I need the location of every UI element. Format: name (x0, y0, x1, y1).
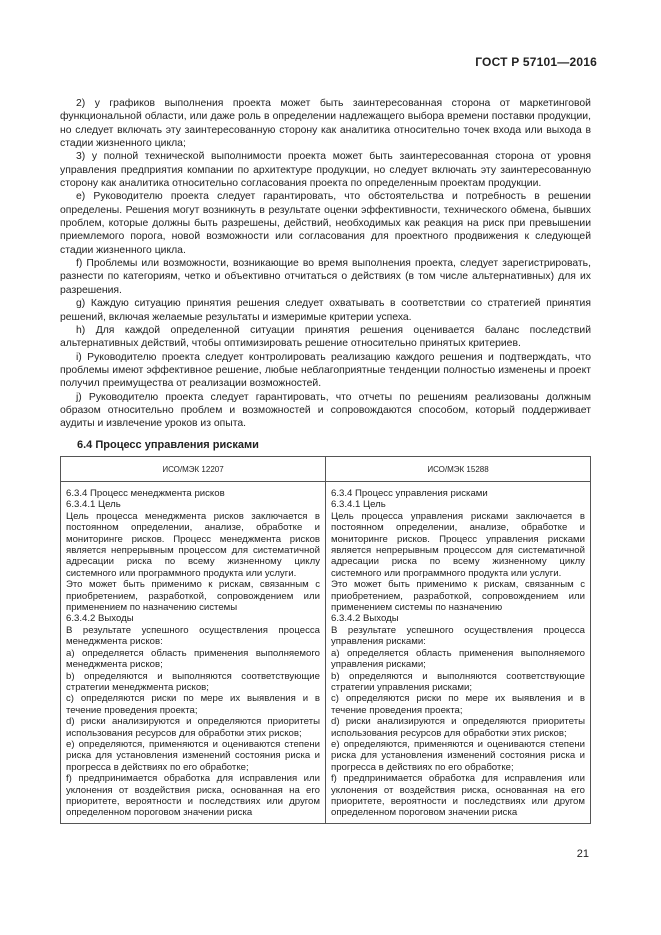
cell-line: a) определяется область применения выполняемого менеджмента рисков; (66, 647, 320, 671)
page-number: 21 (576, 848, 589, 860)
cell-line: 6.3.4.1 Цель (66, 499, 121, 511)
cell-line: d) риски анализируются и определяются приоритеты использования ресурсов для обработки этих рисков; (331, 716, 585, 739)
cell-line: 6.3.4 Процесс управления рисками (331, 488, 488, 499)
cell-line: b) определяются и выполняются соответствующие стратегии управления рисками; (331, 670, 585, 693)
paragraph: h) Для каждой определенной ситуации принятия решения оценивается баланс последствий альтернативных действий, чтобы оптимизировать решение относительно принятых критериев. (60, 324, 591, 350)
paragraph: 2) у графиков выполнения проекта может быть заинтересованная сторона от маркетинговой функциональной области, или даже роль в определении надлежащего выбора времени поставки продукции, но следует включать эту заинтересованную сторону как аналитика относительно точек входа или выхода в стадии жизненного цикла; (60, 98, 591, 150)
cell-line: 6.3.4.2 Выходы (331, 613, 399, 625)
cell-line: f) предпринимается обработка для исправления или уклонения от воздействия риска, основанная на его приоритете, вероятности и последствиях или другом определенном пороговом значении риска (66, 773, 320, 819)
paragraph: g) Каждую ситуацию принятия решения следует охватывать в соответствии со стратегией принятия решений, включая желаемые результаты и измеримые критерии успеха. (60, 298, 591, 323)
cell-line: 6.3.4 Процесс менеджмента рисков (66, 488, 225, 499)
paragraph: 3) у полной технической выполнимости проекта может быть заинтересованная сторона от уровня управления предприятия компании по архитектуре продукции, но следует включать эту заинтересованную сторону как аналитика относительно согласования проекта по определенным проектам продукции. (60, 151, 591, 190)
cell-line: 6.3.4.2 Выходы (66, 613, 134, 625)
cell-line: Это может быть применимо к рискам, связанным с приобретением, разработкой, сопровождением или применением системы по назначению (331, 579, 585, 614)
comparison-table (60, 456, 591, 824)
table-cell-right (326, 482, 591, 824)
cell-line: Цель процесса управления рисками заключается в постоянном определении, анализе, обработке и мониторинге рисков. Процесс управления рисками является непрерывным процессом для систематичной адресации риска по всему жизненному циклу системного или программного продукта или услуги. (331, 510, 585, 579)
paragraph: f) Проблемы или возможности, возникающие во время выполнения проекта, следует зарегистрировать, разнести по категориям, четко и объективно отчитаться о действиях (в том числе альтернативных) для их разрешения. (60, 258, 591, 296)
cell-line: f) предпринимается обработка для исправления или уклонения от воздействия риска, основанная на его приоритете, вероятности и последствиях или другом определенном пороговом значении риска (331, 773, 585, 819)
column-header-iso-15288: ИСО/МЭК 15288 (326, 457, 591, 482)
cell-line: a) определяется область применения выполняемого управления рисками; (331, 647, 585, 671)
paragraph: j) Руководителю проекта следует гарантировать, что отчеты по решениям реализованы должным образом относительно проблем и возможностей и сопровождаются способом, который поддерживает аудиты и извлечение уроков из опыта. (60, 391, 591, 430)
cell-line: В результате успешного осуществления процесса управления рисками: (331, 624, 585, 648)
section-title: 6.4 Процесс управления рисками (77, 439, 259, 451)
cell-line: В результате успешного осуществления процесса менеджмента рисков: (66, 624, 320, 648)
cell-line: b) определяются и выполняются соответствующие стратегии менеджмента рисков; (66, 670, 320, 693)
table-cell-left (61, 482, 326, 824)
cell-line: Цель процесса менеджмента рисков заключается в постоянном определении, анализе, обработке и мониторинге рисков. Процесс менеджмента рисков является непрерывным процессом для систематичной адресации риска по всему жизненному циклу системного или программного продукта или услуги. (66, 510, 320, 579)
cell-line: Это может быть применимо к рискам, связанным с приобретением, разработкой, сопровождением или применением по назначению системы (66, 579, 320, 614)
paragraph: e) Руководителю проекта следует гарантировать, что обстоятельства и потребность в решении определены. Решения могут возникнуть в результате оценки эффективности, технического обмена, бывших проблем, которые должны быть разрешены, действий, необходимых как реакция на риск при превышении приемлемого порога, новой возможности или согласования для проектного продвижения к следующей стадии жизненного цикла. (60, 191, 591, 256)
cell-line: c) определяются риски по мере их выявления и в течение проведения проекта; (66, 693, 320, 716)
body-text (60, 97, 591, 431)
cell-line: d) риски анализируются и определяются приоритеты использования ресурсов для обработки этих рисков; (66, 716, 320, 739)
paragraph: i) Руководителю проекта следует контролировать реализацию каждого решения и подтверждать, что проблемы имеют эффективное решение, любые неблагоприятные тенденции полностью изменены и проект получил преимущества от реализации возможностей. (60, 351, 591, 390)
cell-line: e) определяются, применяются и оцениваются степени риска для установления изменений состояния риска и прогресса в действиях по его обработке; (66, 738, 320, 773)
document-id: ГОСТ Р 57101—2016 (475, 55, 597, 69)
column-header-iso-12207: ИСО/МЭК 12207 (61, 457, 326, 482)
cell-line: 6.3.4.1 Цель (331, 499, 386, 511)
cell-line: c) определяются риски по мере их выявления и в течение проведения проекта; (331, 693, 585, 716)
cell-line: e) определяются, применяются и оцениваются степени риска для установления изменений состояния риска и прогресса в действиях по его обработке; (331, 738, 585, 773)
